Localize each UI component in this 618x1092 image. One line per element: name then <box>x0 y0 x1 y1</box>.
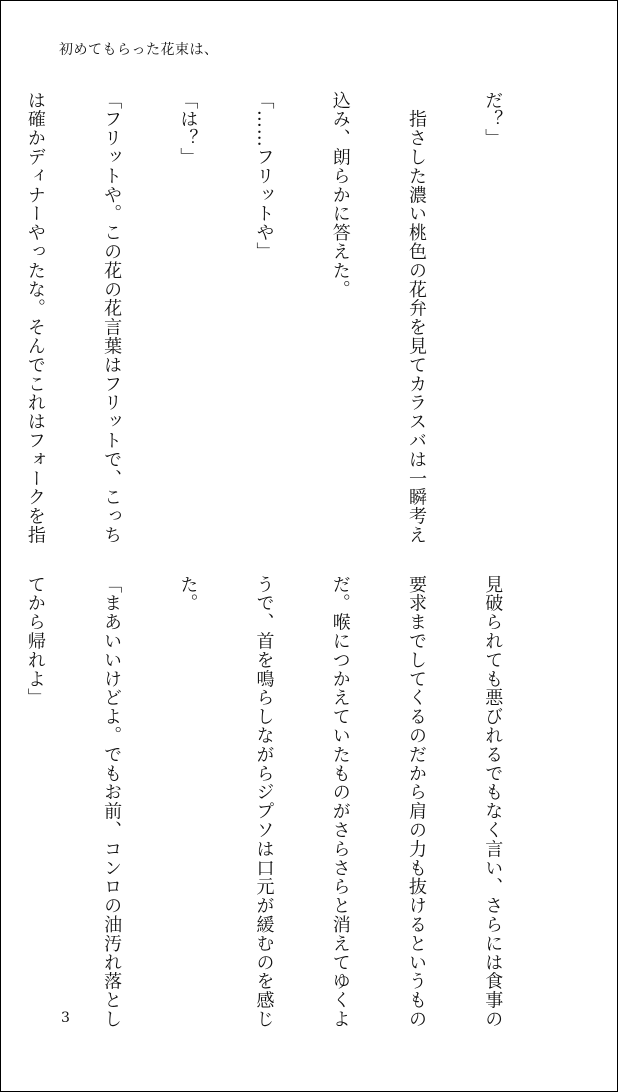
text-column: 込み、朗らかに答えた。 <box>329 91 351 299</box>
text-column: 「……フリットや」 <box>253 91 275 262</box>
text-column: だ？」 <box>482 91 504 148</box>
text-column: だ。喉につかえていたものがさらさらと消えてゆくよ <box>329 575 351 1029</box>
page-number: 3 <box>61 1010 70 1026</box>
upper-text-block <box>24 91 556 545</box>
lower-text-block <box>24 575 556 1029</box>
text-column: た。 <box>177 575 199 613</box>
text-column: 「まあいいけどよ。でもお前、コンロの油汚れ落とし <box>101 575 123 1029</box>
running-header: 初めてもらった花束は、 <box>59 42 219 58</box>
text-column: 「フリットや。この花の花言葉はフリットで、こっち <box>101 91 123 545</box>
text-column: 指さした濃い桃色の花弁を見てカラスバは一瞬考え <box>405 91 427 545</box>
text-column: うで、首を鳴らしながらジプソは口元が緩むのを感じ <box>253 575 275 1029</box>
text-column: てから帰れよ」 <box>24 575 46 708</box>
text-column: 「は？」 <box>177 91 199 167</box>
text-column: は確かディナーやったな。そんでこれはフォークを指 <box>24 91 46 545</box>
text-column: 見破られても悪びれるでもなく言い、さらには食事の <box>482 575 504 1029</box>
text-column: 要求までしてくるのだから肩の力も抜けるというもの <box>405 575 427 1029</box>
